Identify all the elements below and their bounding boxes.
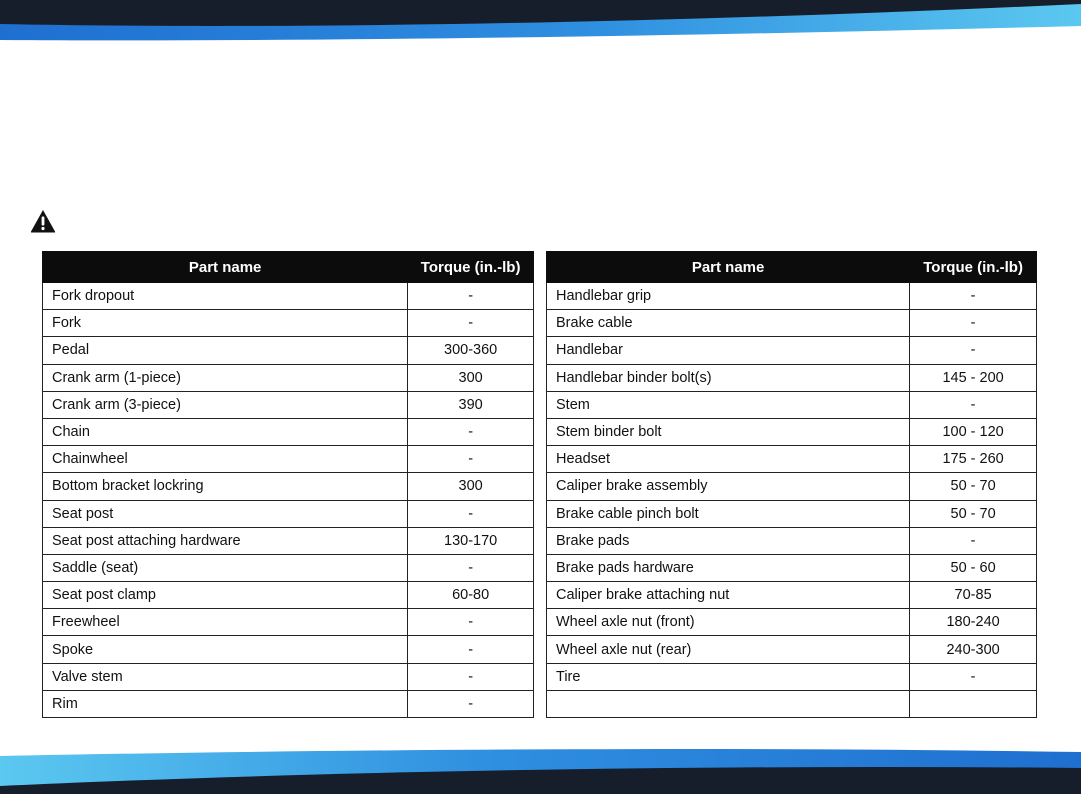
part-name-cell: Brake cable pinch bolt	[547, 500, 910, 527]
table-row	[43, 636, 534, 663]
torque-value-cell: -	[910, 310, 1037, 337]
part-name-cell: Handlebar grip	[547, 283, 910, 310]
torque-value-cell: 145 - 200	[910, 364, 1037, 391]
part-name-cell: Brake cable	[547, 310, 910, 337]
torque-value-cell: 50 - 60	[910, 554, 1037, 581]
torque-value-cell: 240-300	[910, 636, 1037, 663]
part-name-cell: Stem binder bolt	[547, 418, 910, 445]
torque-value-cell	[910, 690, 1037, 717]
table-row	[43, 337, 534, 364]
part-name-cell: Stem	[547, 391, 910, 418]
torque-value-cell: 70-85	[910, 582, 1037, 609]
part-name-cell: Headset	[547, 446, 910, 473]
part-name-cell: Freewheel	[43, 609, 408, 636]
table-row	[547, 418, 1037, 445]
table-row	[43, 364, 534, 391]
torque-value-cell: -	[408, 446, 534, 473]
table-row	[43, 690, 534, 717]
table-row	[43, 582, 534, 609]
table-row	[547, 500, 1037, 527]
torque-table-left	[42, 251, 534, 718]
table-row	[547, 554, 1037, 581]
part-name-cell: Crank arm (1-piece)	[43, 364, 408, 391]
table-row	[43, 446, 534, 473]
part-name-cell: Caliper brake attaching nut	[547, 582, 910, 609]
torque-value-cell: -	[408, 609, 534, 636]
part-name-cell: Wheel axle nut (front)	[547, 609, 910, 636]
torque-value-cell: 60-80	[408, 582, 534, 609]
part-name-cell: Fork dropout	[43, 283, 408, 310]
table-row	[547, 473, 1037, 500]
torque-value-cell: -	[408, 690, 534, 717]
torque-value-cell: 130-170	[408, 527, 534, 554]
table-row	[43, 418, 534, 445]
part-name-cell: Seat post attaching hardware	[43, 527, 408, 554]
table-row	[547, 690, 1037, 717]
part-name-cell: Spoke	[43, 636, 408, 663]
table-row	[547, 527, 1037, 554]
part-name-cell: Seat post clamp	[43, 582, 408, 609]
table-row	[43, 283, 534, 310]
torque-value-cell: 100 - 120	[910, 418, 1037, 445]
torque-table-right	[546, 251, 1037, 718]
table-row	[547, 663, 1037, 690]
table-row	[547, 391, 1037, 418]
table-row	[43, 609, 534, 636]
torque-value-cell: -	[408, 554, 534, 581]
part-name-cell: Crank arm (3-piece)	[43, 391, 408, 418]
part-name-cell: Saddle (seat)	[43, 554, 408, 581]
bottom-banner	[0, 734, 1081, 794]
torque-value-cell: -	[408, 636, 534, 663]
part-name-cell: Chainwheel	[43, 446, 408, 473]
torque-value-cell: -	[408, 418, 534, 445]
torque-value-cell: 180-240	[910, 609, 1037, 636]
table-row	[547, 582, 1037, 609]
torque-value-cell: 175 - 260	[910, 446, 1037, 473]
torque-value-cell: -	[408, 663, 534, 690]
table-row	[547, 636, 1037, 663]
part-name-cell: Rim	[43, 690, 408, 717]
torque-value-cell: 300	[408, 473, 534, 500]
part-name-cell: Fork	[43, 310, 408, 337]
column-header-part-name: Part name	[43, 252, 408, 283]
part-name-cell: Wheel axle nut (rear)	[547, 636, 910, 663]
table-row	[547, 310, 1037, 337]
part-name-cell: Valve stem	[43, 663, 408, 690]
part-name-cell: Handlebar	[547, 337, 910, 364]
part-name-cell: Chain	[43, 418, 408, 445]
part-name-cell: Brake pads hardware	[547, 554, 910, 581]
part-name-cell: Tire	[547, 663, 910, 690]
part-name-cell: Caliper brake assembly	[547, 473, 910, 500]
table-row	[547, 283, 1037, 310]
torque-value-cell: -	[910, 337, 1037, 364]
table-row	[547, 364, 1037, 391]
column-header-torque: Torque (in.-lb)	[408, 252, 534, 283]
table-header-row	[547, 252, 1037, 283]
table-row	[547, 446, 1037, 473]
column-header-torque: Torque (in.-lb)	[910, 252, 1037, 283]
table-row	[43, 391, 534, 418]
torque-value-cell: 300	[408, 364, 534, 391]
table-row	[547, 609, 1037, 636]
part-name-cell: Brake pads	[547, 527, 910, 554]
part-name-cell: Handlebar binder bolt(s)	[547, 364, 910, 391]
table-row	[43, 500, 534, 527]
part-name-cell: Seat post	[43, 500, 408, 527]
top-banner	[0, 0, 1081, 46]
part-name-cell	[547, 690, 910, 717]
torque-value-cell: 300-360	[408, 337, 534, 364]
table-row	[43, 310, 534, 337]
table-row	[43, 527, 534, 554]
torque-value-cell: 50 - 70	[910, 473, 1037, 500]
table-header-row	[43, 252, 534, 283]
torque-value-cell: 390	[408, 391, 534, 418]
torque-value-cell: -	[408, 283, 534, 310]
torque-value-cell: 50 - 70	[910, 500, 1037, 527]
warning-triangle-icon	[30, 209, 56, 233]
table-row	[43, 554, 534, 581]
torque-value-cell: -	[910, 283, 1037, 310]
column-header-part-name: Part name	[547, 252, 910, 283]
torque-value-cell: -	[910, 527, 1037, 554]
table-row	[43, 663, 534, 690]
table-row	[547, 337, 1037, 364]
torque-value-cell: -	[408, 310, 534, 337]
part-name-cell: Pedal	[43, 337, 408, 364]
torque-value-cell: -	[910, 391, 1037, 418]
table-row	[43, 473, 534, 500]
part-name-cell: Bottom bracket lockring	[43, 473, 408, 500]
torque-value-cell: -	[910, 663, 1037, 690]
torque-value-cell: -	[408, 500, 534, 527]
